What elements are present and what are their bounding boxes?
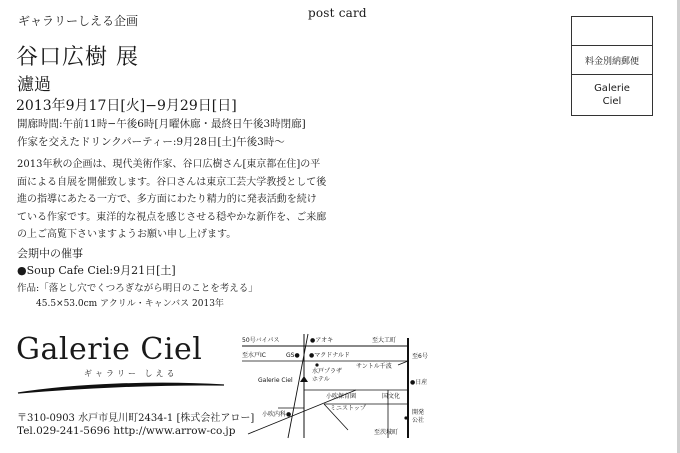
- map-label-church-2: 公社: [412, 417, 425, 424]
- drink-party-info: 作家を交えたドリンクパーティー:9月28日[土]午後3時〜: [17, 136, 285, 148]
- postage-sender-line2: Ciel: [602, 96, 622, 107]
- map-label-gs: GS●: [286, 352, 300, 359]
- events-heading: 会期中の催事: [17, 247, 83, 260]
- description-line: ている作家です。東洋的な視点を感じさせる穏やかな新作を、ご来廊: [17, 211, 327, 223]
- map-dot-icon: [315, 363, 318, 366]
- event-item: ●Soup Cafe Ciel:9月21日[土]: [17, 264, 176, 277]
- description-line: 面による自展を開催致します。谷口さんは東京工芸大学教授として後: [17, 176, 327, 188]
- map-label-kokubunji: 国文化: [382, 393, 401, 400]
- postage-paid-label: 料金別納郵便: [572, 46, 652, 75]
- map-dot-icon: [404, 416, 407, 419]
- description-line: 進の指導にあたる一方で、多方面にわたり精力的に発表活動を続け: [17, 194, 317, 205]
- map-label-mcdonalds: ●マクドナルド: [309, 352, 350, 359]
- map-label-hotel-2: ホテル: [312, 376, 330, 383]
- map-label-aoki: ●アオキ: [310, 337, 334, 344]
- gallery-logo-kana: ギャラリー しえる: [84, 369, 178, 378]
- map-label-kofuki-school: 小吹内科●: [262, 411, 292, 418]
- postcard-label: post card: [308, 6, 367, 20]
- map-label-galerie: Galerie Ciel: [258, 377, 293, 384]
- map-road-9: [398, 361, 408, 365]
- postage-paid-box: [571, 16, 653, 116]
- map-label-hitachi: ●日産: [410, 379, 428, 386]
- artwork-detail: 45.5×53.0cm アクリル・キャンバス 2013年: [36, 299, 224, 309]
- postage-sender-line1: Galerie: [594, 83, 630, 94]
- description-line: の上ご高覧下さいますようお願い申し上げます。: [17, 229, 237, 240]
- exhibition-description: [17, 156, 327, 244]
- map-gallery-marker-icon: [300, 376, 308, 382]
- access-map: [238, 330, 438, 442]
- map-label-daikumachi: 至大工町: [372, 337, 397, 344]
- opening-hours: 開廊時間:午前11時−午後6時[月曜休廊・最終日午後3時閉廊]: [17, 118, 306, 130]
- gallery-address: 〒310-0903 水戸市見川町2434-1 [株式会社アロー]: [17, 413, 255, 424]
- gallery-logo: Galerie Ciel: [16, 332, 203, 367]
- artwork-title: 作品:「落とし穴でくつろぎながら明日のことを考える」: [17, 283, 258, 294]
- gallery-contact: Tel.029-241-5696 http://www.arrow-co.jp: [17, 425, 236, 437]
- map-label-sunroad: サントル千波: [356, 363, 392, 370]
- exhibition-dates: 2013年9月17日[火]−9月29日[日]: [16, 98, 237, 114]
- map-label-ministop: ミニストップ: [330, 405, 366, 412]
- map-label-kofukai: 小吹保育園: [326, 393, 357, 400]
- map-label-church-1: 開発: [412, 409, 425, 416]
- logo-swoosh-icon: [16, 376, 226, 396]
- stamp-blank-area: [572, 17, 652, 46]
- exhibition-subtitle: 濾過: [17, 75, 51, 95]
- map-label-ibaraki: 至茨城町: [374, 429, 399, 436]
- map-label-route6: 至6号: [412, 353, 428, 360]
- map-label-mito-ic: 至水戸IC: [242, 352, 266, 359]
- map-road-6: [288, 334, 308, 438]
- description-line: 2013年秋の企画は、現代美術作家、谷口広樹さん[東京都在住]の平: [17, 159, 321, 170]
- postage-sender: [572, 75, 652, 108]
- organizer-line: ギャラリーしえる企画: [18, 14, 139, 28]
- map-label-bypass: 50号バイパス: [242, 337, 280, 344]
- exhibition-title: 谷口広樹 展: [16, 45, 139, 70]
- map-label-hotel-1: 水戸プラザ: [312, 368, 343, 375]
